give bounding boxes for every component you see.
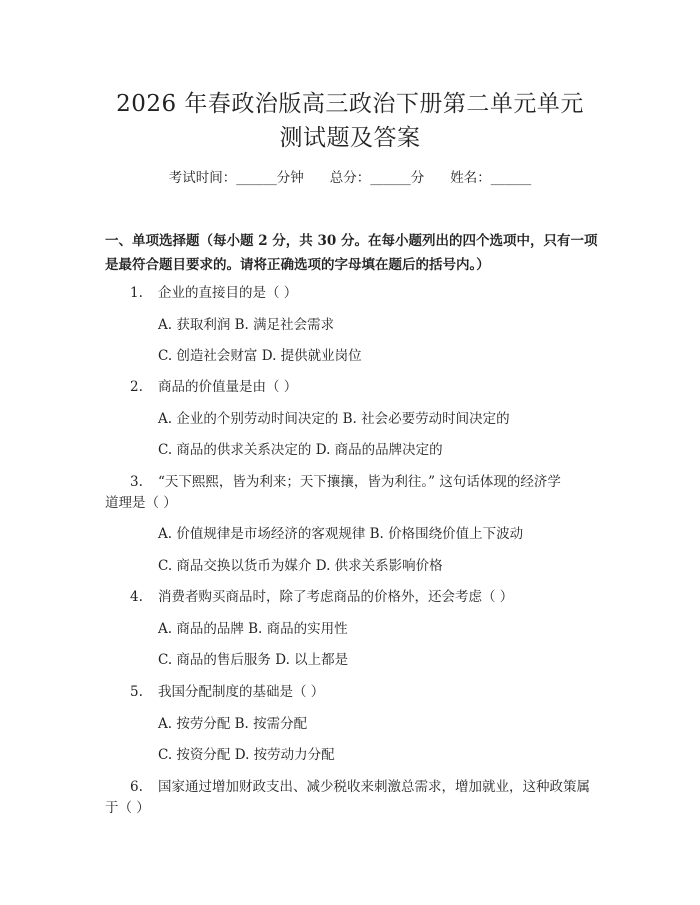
question-1-options-cd: C. 创造社会财富 D. 提供就业岗位: [158, 348, 362, 364]
question-5-options-ab: A. 按劳分配 B. 按需分配: [158, 716, 308, 732]
question-5-options-cd: C. 按资分配 D. 按劳动力分配: [158, 747, 335, 763]
question-number: 1.: [130, 285, 143, 301]
question-1: [130, 283, 297, 303]
section-heading: 一、单项选择题（每小题 2 分，共 30 分。在每小题列出的四个选项中，只有一项是最符合题目要求的。请将正确选项的字母填在题后的括号内。）: [105, 233, 598, 273]
question-3-options-cd: C. 商品交换以货币为媒介 D. 供求关系影响价格: [158, 558, 443, 574]
question-2-options-cd: C. 商品的供求关系决定的 D. 商品的品牌决定的: [158, 442, 443, 458]
question-text: 商品的价值量是由（ ）: [158, 379, 298, 395]
question-4-options-cd: C. 商品的售后服务 D. 以上都是: [158, 652, 349, 668]
exam-info: [0, 168, 700, 188]
question-text: 消费者购买商品时，除了考虑商品的价格外，还会考虑（ ）: [158, 589, 514, 605]
question-5: [130, 682, 324, 702]
question-4: [130, 587, 513, 607]
question-3-options-ab: A. 价值规律是市场经济的客观规律 B. 价格围绕价值上下波动: [158, 526, 524, 542]
question-text: “天下熙熙，皆为利来；天下攘攘，皆为利往。” 这句话体现的经济学: [158, 474, 561, 490]
question-6-text-cont: 于（ ）: [105, 800, 150, 816]
question-text: 我国分配制度的基础是（ ）: [158, 684, 325, 700]
question-number: 6.: [130, 779, 143, 795]
question-number: 5.: [130, 684, 143, 700]
question-text: 国家通过增加财政支出、减少税收来刺激总需求，增加就业，这种政策属: [158, 779, 590, 795]
question-6: [130, 777, 590, 797]
question-3: [130, 472, 561, 492]
question-1-options-ab: A. 获取利润 B. 满足社会需求: [158, 317, 335, 333]
question-number: 3.: [130, 474, 143, 490]
page-title-line1: 2026 年春政治版高三政治下册第二单元单元: [116, 91, 584, 117]
question-text: 企业的直接目的是（ ）: [158, 285, 298, 301]
exam-time-field: 考试时间：______分钟: [168, 170, 304, 186]
question-number: 2.: [130, 379, 143, 395]
name-field: 姓名：______: [450, 170, 532, 186]
question-4-options-ab: A. 商品的品牌 B. 商品的实用性: [158, 621, 348, 637]
question-2: [130, 377, 297, 397]
question-number: 4.: [130, 589, 143, 605]
total-score-field: 总分：______分: [329, 170, 425, 186]
question-2-options-ab: A. 企业的个别劳动时间决定的 B. 社会必要劳动时间决定的: [158, 411, 510, 427]
page-title-line2: 测试题及答案: [279, 125, 421, 151]
question-3-text-cont: 道理是（ ）: [105, 495, 177, 511]
